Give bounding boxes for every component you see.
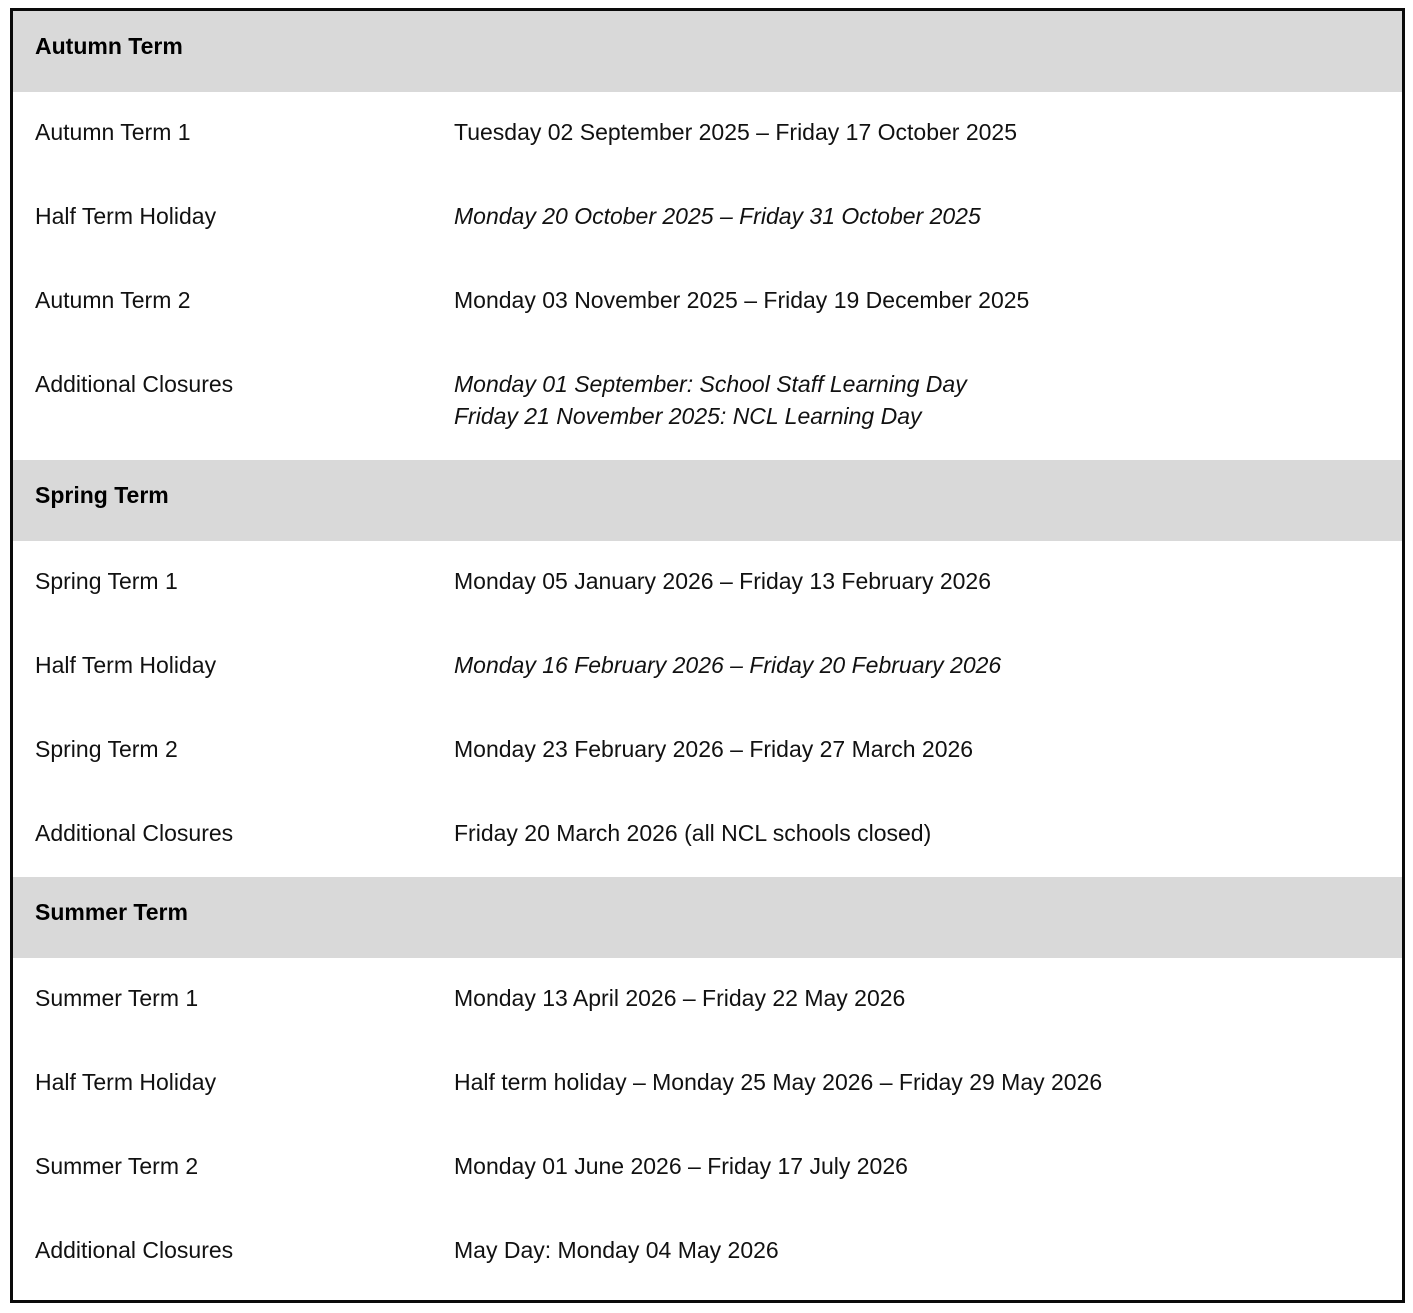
- row-value: Friday 20 March 2026 (all NCL schools closed): [454, 820, 932, 846]
- row-value: Monday 03 November 2025 – Friday 19 December 2025: [454, 287, 1030, 313]
- row-label: Half Term Holiday: [35, 203, 217, 229]
- row-value: Monday 20 October 2025 – Friday 31 October 2025: [454, 203, 981, 229]
- table-row: [13, 344, 1402, 460]
- section-header-summer: [13, 877, 1402, 958]
- section-header-spring: [13, 460, 1402, 541]
- table-row: [13, 958, 1402, 1042]
- section-title: Autumn Term: [35, 33, 183, 59]
- row-label: Spring Term 2: [35, 736, 178, 762]
- table-row: [13, 92, 1402, 176]
- closure-line: Friday 21 November 2025: NCL Learning Day: [454, 403, 922, 429]
- section-title: Summer Term: [35, 899, 188, 925]
- row-label: Additional Closures: [35, 1237, 234, 1263]
- table-row: [13, 541, 1402, 625]
- row-label: Summer Term 1: [35, 985, 199, 1011]
- row-value: Half term holiday – Monday 25 May 2026 – Friday 29 May 2026: [454, 1069, 1103, 1095]
- row-label: Autumn Term 1: [35, 119, 191, 145]
- table-row: [13, 260, 1402, 344]
- row-label: Summer Term 2: [35, 1153, 199, 1179]
- row-value: Tuesday 02 September 2025 – Friday 17 October 2025: [454, 119, 1017, 145]
- row-value: May Day: Monday 04 May 2026: [454, 1237, 779, 1263]
- row-label: Half Term Holiday: [35, 652, 217, 678]
- table-row: [13, 625, 1402, 709]
- section-header-autumn: [13, 11, 1402, 92]
- row-value: Monday 23 February 2026 – Friday 27 March 2026: [454, 736, 974, 762]
- table-row: [13, 709, 1402, 793]
- row-label: Half Term Holiday: [35, 1069, 217, 1095]
- section-title: Spring Term: [35, 482, 169, 508]
- term-dates-table: [10, 8, 1405, 1303]
- row-label: Additional Closures: [35, 820, 234, 846]
- table-row: [13, 1042, 1402, 1126]
- row-value: [454, 368, 1402, 460]
- row-value: Monday 16 February 2026 – Friday 20 February 2026: [454, 652, 1002, 678]
- row-value: Monday 01 June 2026 – Friday 17 July 2026: [454, 1153, 908, 1179]
- row-label: Autumn Term 2: [35, 287, 191, 313]
- table-row: [13, 176, 1402, 260]
- table-row: [13, 793, 1402, 877]
- row-value: Monday 05 January 2026 – Friday 13 February 2026: [454, 568, 991, 594]
- table-row: [13, 1126, 1402, 1210]
- row-label: Additional Closures: [35, 371, 234, 397]
- closure-line: Monday 01 September: School Staff Learning Day: [454, 371, 967, 397]
- table-row: [13, 1210, 1402, 1295]
- row-label: Spring Term 1: [35, 568, 178, 594]
- row-value: Monday 13 April 2026 – Friday 22 May 2026: [454, 985, 906, 1011]
